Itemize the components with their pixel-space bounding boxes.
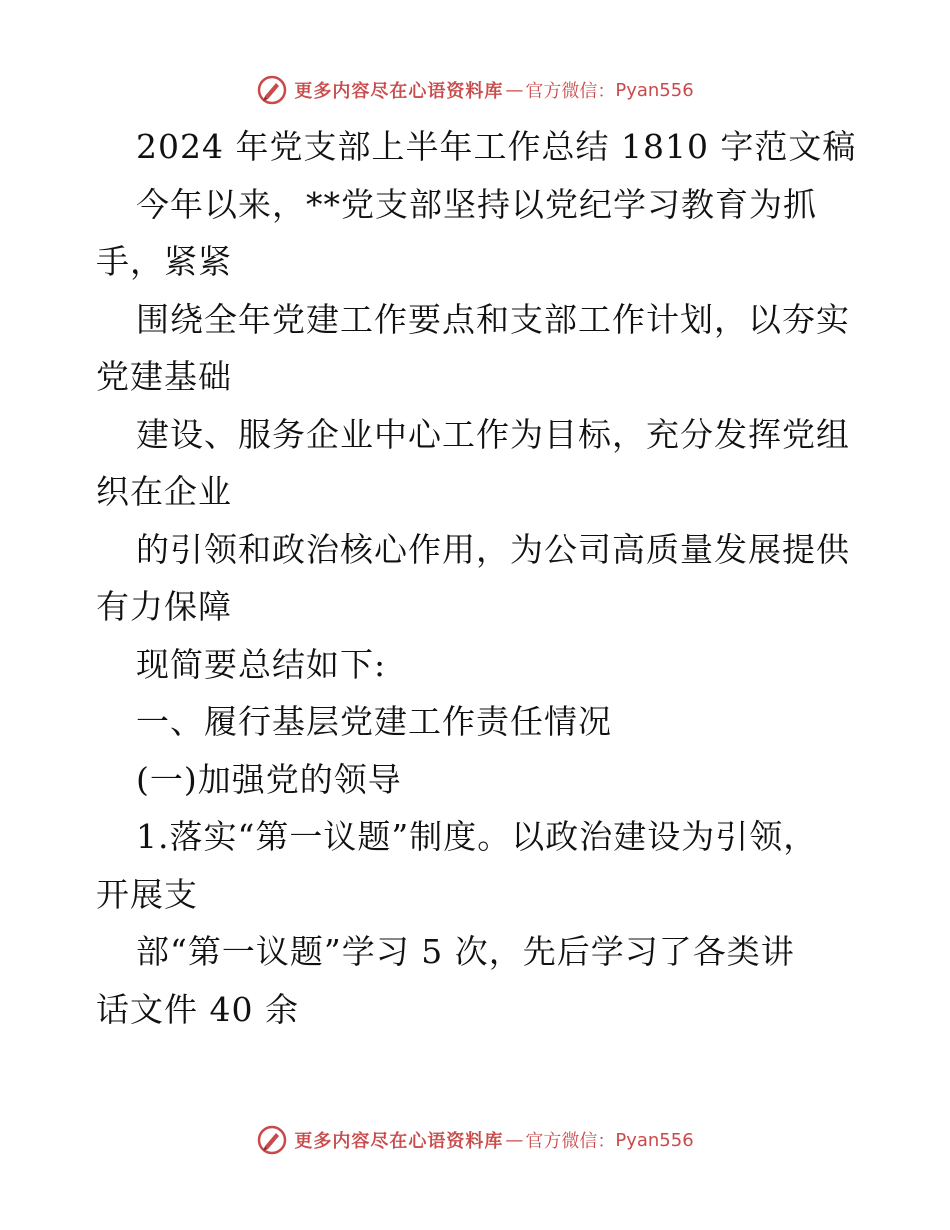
watermark-label: 官方微信： — [525, 81, 616, 102]
watermark-account: Pyan556 — [615, 79, 694, 101]
watermark-separator: — — [505, 1129, 524, 1151]
paragraph-line: 围绕全年党建工作要点和支部工作计划，以夯实 — [136, 299, 850, 339]
watermark-account: Pyan556 — [615, 1129, 694, 1151]
paragraph-line: 建设、服务企业中心工作为目标，充分发挥党组 — [136, 414, 850, 454]
document-title: 2024 年党支部上半年工作总结 1810 字范文稿 — [136, 127, 857, 166]
paragraph-line: 话文件 40 余 — [96, 989, 299, 1029]
paragraph-line: 手，紧紧 — [96, 242, 232, 281]
paragraph-line: 现简要总结如下: — [136, 644, 387, 684]
watermark-separator: — — [505, 79, 524, 101]
watermark-brand: 更多内容尽在心语资料库 — [294, 1131, 504, 1152]
pen-seal-icon — [256, 1124, 288, 1156]
paragraph-line: 开展支 — [96, 874, 198, 914]
footer-watermark — [0, 1120, 950, 1160]
paragraph-line: 部“第一议题”学习 5 次，先后学习了各类讲 — [136, 932, 795, 971]
paragraph-line: 的引领和政治核心作用，为公司高质量发展提供 — [136, 529, 850, 569]
section-heading: 一、履行基层党建工作责任情况 — [136, 702, 612, 741]
subsection-heading: (一)加强党的领导 — [136, 759, 402, 799]
watermark-label: 官方微信： — [525, 1131, 616, 1152]
watermark-brand: 更多内容尽在心语资料库 — [294, 81, 504, 102]
document-body — [96, 118, 856, 1038]
pen-seal-icon — [256, 74, 288, 106]
paragraph-line: 有力保障 — [96, 587, 232, 626]
paragraph-line: 今年以来，**党支部坚持以党纪学习教育为抓 — [136, 184, 817, 224]
header-watermark — [0, 70, 950, 110]
paragraph-line: 党建基础 — [96, 357, 232, 396]
paragraph-line: 织在企业 — [96, 472, 232, 511]
paragraph-line: 1.落实“第一议题”制度。以政治建设为引领， — [136, 817, 818, 856]
